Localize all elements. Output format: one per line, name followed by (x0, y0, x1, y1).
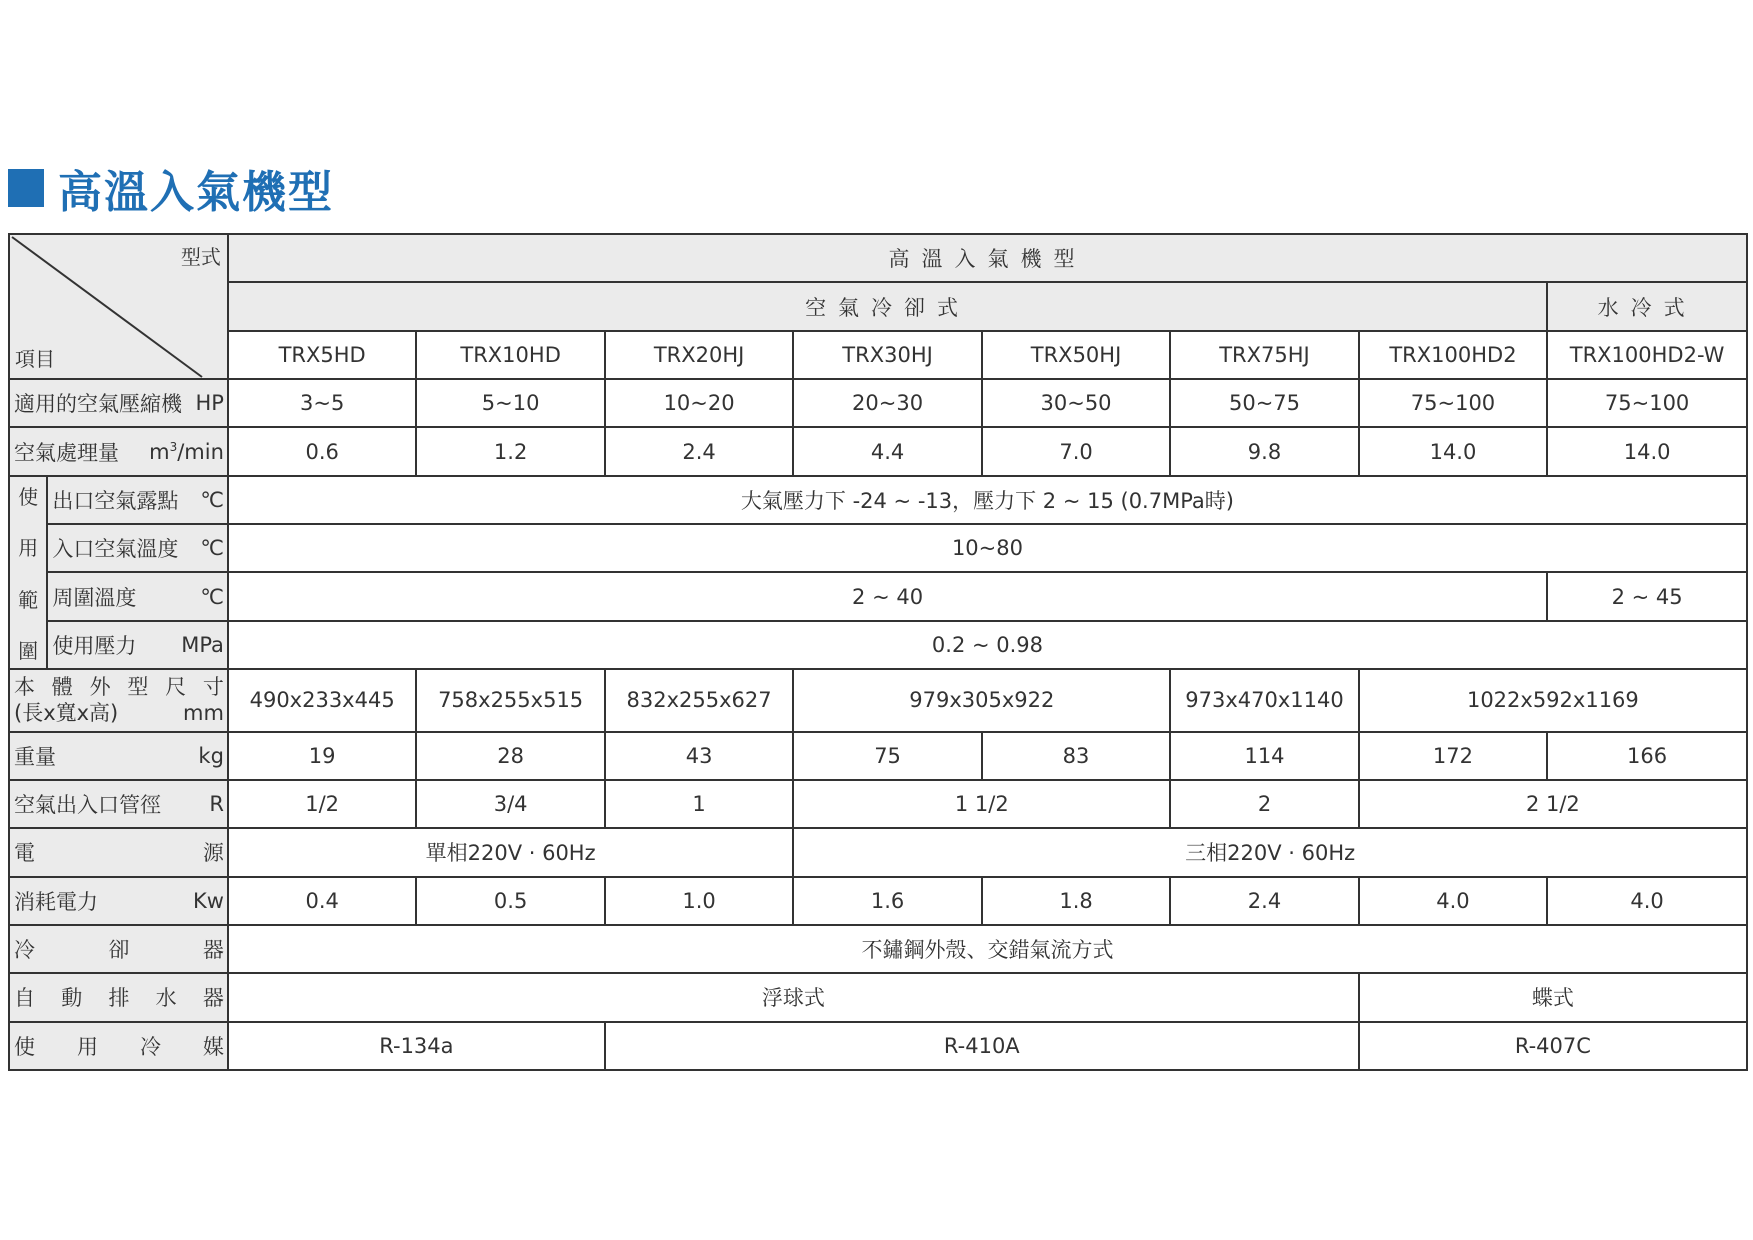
page-title-text: 高溫入氣機型 (58, 167, 334, 218)
flow-value: 9.8 (1170, 427, 1358, 475)
title-square-icon (8, 169, 44, 207)
model-row (9, 331, 1747, 379)
drain-butterfly-value: 蝶式 (1359, 973, 1747, 1021)
hp-value: 3~5 (228, 379, 416, 427)
consumption-value: 1.6 (793, 877, 981, 925)
type-label: 型式 (180, 245, 221, 269)
flow-value: 1.2 (416, 427, 604, 475)
weight-value: 43 (605, 732, 793, 780)
consumption-label-cell (9, 877, 228, 925)
refrigerant-char: 用 (76, 1034, 98, 1059)
item-label: 項目 (15, 347, 55, 372)
power-source-label-cell (9, 828, 228, 876)
hp-value: 50~75 (1170, 379, 1358, 427)
flow-label: 空氣處理量 (14, 440, 119, 465)
hp-value: 20~30 (793, 379, 981, 427)
power-three-phase: 三相220V · 60Hz (793, 828, 1747, 876)
ambient-value-water: 2 ~ 45 (1547, 572, 1747, 620)
drain-char: 動 (61, 986, 83, 1011)
spec-table (8, 233, 1748, 1071)
model-cell: TRX50HJ (982, 331, 1170, 379)
hp-row (9, 379, 1747, 427)
model-cell: TRX75HJ (1170, 331, 1358, 379)
flow-value: 14.0 (1547, 427, 1747, 475)
cooler-char: 器 (202, 938, 224, 963)
inlet-unit: ℃ (200, 536, 224, 561)
consumption-label: 消耗電力 (14, 889, 98, 914)
ambient-row (9, 572, 1747, 620)
consumption-unit: Kw (192, 888, 224, 913)
pipe-label-cell (9, 780, 228, 828)
drain-row (9, 973, 1747, 1021)
dew-value: 大氣壓力下 -24 ~ -13，壓力下 2 ~ 15 (0.7MPa時) (228, 476, 1747, 524)
consumption-value: 0.5 (416, 877, 604, 925)
usage-char: 圍 (18, 639, 39, 664)
water-cooled-header: 水冷式 (1547, 282, 1747, 330)
pipe-unit: R (209, 792, 224, 817)
weight-unit: kg (198, 743, 224, 768)
dims-char: 型 (127, 675, 149, 700)
hp-unit: HP (195, 391, 224, 416)
refrigerant-value: R-134a (228, 1022, 605, 1070)
dims-label-cell (9, 669, 228, 731)
refrigerant-label-cell (9, 1022, 228, 1070)
group-title-cell: 高溫入氣機型 (228, 234, 1747, 282)
cooler-label-cell (9, 925, 228, 973)
hp-label: 適用的空氣壓縮機 (14, 392, 182, 417)
hp-value: 5~10 (416, 379, 604, 427)
weight-value: 75 (793, 732, 981, 780)
flow-unit (149, 440, 224, 464)
ambient-label-cell (47, 572, 228, 620)
pipe-value: 1/2 (228, 780, 416, 828)
hp-label-cell (9, 379, 228, 427)
inlet-label: 入口空氣溫度 (52, 537, 179, 562)
dims-char: 體 (51, 675, 73, 700)
refrigerant-char: 使 (14, 1034, 35, 1059)
dims-char: 寸 (202, 675, 224, 700)
weight-value: 83 (982, 732, 1170, 780)
dims-row (9, 669, 1747, 731)
pipe-value: 2 (1170, 780, 1358, 828)
refrigerant-char: 媒 (202, 1034, 224, 1059)
power-source-char: 源 (202, 841, 224, 866)
consumption-value: 4.0 (1547, 877, 1747, 925)
pressure-label: 使用壓力 (52, 633, 137, 658)
consumption-value: 1.0 (605, 877, 793, 925)
refrigerant-row (9, 1022, 1747, 1070)
weight-value: 19 (228, 732, 416, 780)
flow-label-cell (9, 427, 228, 475)
pipe-value: 3/4 (416, 780, 604, 828)
cooler-row (9, 925, 1747, 973)
hp-value: 75~100 (1547, 379, 1747, 427)
pressure-row (9, 621, 1747, 669)
pressure-unit: MPa (181, 632, 224, 657)
air-cooled-header: 空氣冷卻式 (228, 282, 1547, 330)
dew-row (9, 476, 1747, 524)
usage-char: 使 (18, 484, 39, 509)
cooler-char: 冷 (14, 938, 35, 963)
consumption-value: 0.4 (228, 877, 416, 925)
dims-char: 尺 (165, 675, 187, 700)
refrigerant-value: R-410A (605, 1022, 1359, 1070)
hp-value: 10~20 (605, 379, 793, 427)
inlet-row (9, 524, 1747, 572)
dims-char: 外 (89, 675, 111, 700)
consumption-value: 1.8 (982, 877, 1170, 925)
dims-value: 832x255x627 (605, 669, 793, 731)
drain-char: 排 (108, 986, 130, 1011)
usage-range-label (9, 476, 47, 669)
dims-value: 1022x592x1169 (1359, 669, 1747, 731)
drain-float-value: 浮球式 (228, 973, 1359, 1021)
ambient-label: 周圍溫度 (52, 585, 137, 610)
drain-char: 水 (155, 986, 177, 1011)
refrigerant-char: 冷 (139, 1034, 161, 1059)
weight-row (9, 732, 1747, 780)
consumption-value: 4.0 (1359, 877, 1547, 925)
model-cell: TRX10HD (416, 331, 604, 379)
flow-value: 0.6 (228, 427, 416, 475)
dims-value: 490x233x445 (228, 669, 416, 731)
dew-label-cell (47, 476, 228, 524)
drain-char: 器 (202, 986, 224, 1011)
flow-value: 4.4 (793, 427, 981, 475)
model-cell: TRX20HJ (605, 331, 793, 379)
drain-label-cell (9, 973, 228, 1021)
flow-unit-base: m (149, 439, 170, 464)
consumption-value: 2.4 (1170, 877, 1358, 925)
refrigerant-value: R-407C (1359, 1022, 1747, 1070)
cooler-char: 卻 (108, 938, 130, 963)
ambient-unit: ℃ (200, 584, 224, 609)
header-row-group (9, 234, 1747, 282)
weight-label: 重量 (14, 744, 56, 769)
dims-label-bottom: (長x寬x高) (14, 701, 119, 726)
weight-value: 172 (1359, 732, 1547, 780)
diagonal-header-cell (9, 234, 228, 379)
dims-value: 758x255x515 (416, 669, 604, 731)
weight-value: 28 (416, 732, 604, 780)
drain-char: 自 (14, 986, 35, 1011)
flow-value: 7.0 (982, 427, 1170, 475)
power-source-char: 電 (14, 841, 35, 866)
power-source-row (9, 828, 1747, 876)
dew-unit: ℃ (200, 487, 224, 512)
dims-unit: mm (183, 701, 224, 726)
consumption-row (9, 877, 1747, 925)
weight-label-cell (9, 732, 228, 780)
inlet-value: 10~80 (228, 524, 1747, 572)
pressure-label-cell (47, 621, 228, 669)
flow-value: 14.0 (1359, 427, 1547, 475)
hp-value: 30~50 (982, 379, 1170, 427)
power-single-phase: 單相220V · 60Hz (228, 828, 793, 876)
dew-label: 出口空氣露點 (52, 488, 179, 513)
flow-unit-sup: 3 (169, 439, 178, 454)
inlet-label-cell (47, 524, 228, 572)
pressure-value: 0.2 ~ 0.98 (228, 621, 1747, 669)
pipe-value: 1 (605, 780, 793, 828)
pipe-label: 空氣出入口管徑 (14, 793, 161, 818)
cooler-value: 不鏽鋼外殼、交錯氣流方式 (228, 925, 1747, 973)
hp-value: 75~100 (1359, 379, 1547, 427)
model-cell: TRX5HD (228, 331, 416, 379)
usage-char: 範 (18, 587, 39, 612)
page-title (8, 158, 334, 218)
flow-row (9, 427, 1747, 475)
flow-value: 2.4 (605, 427, 793, 475)
dims-value: 973x470x1140 (1170, 669, 1358, 731)
pipe-value: 1 1/2 (793, 780, 1170, 828)
pipe-value: 2 1/2 (1359, 780, 1747, 828)
weight-value: 114 (1170, 732, 1358, 780)
header-row-cooling (9, 282, 1747, 330)
ambient-value-air: 2 ~ 40 (228, 572, 1547, 620)
dims-value: 979x305x922 (793, 669, 1170, 731)
usage-char: 用 (18, 536, 39, 561)
dims-char: 本 (14, 675, 35, 700)
model-cell: TRX100HD2-W (1547, 331, 1747, 379)
pipe-row (9, 780, 1747, 828)
model-cell: TRX100HD2 (1359, 331, 1547, 379)
weight-value: 166 (1547, 732, 1747, 780)
model-cell: TRX30HJ (793, 331, 981, 379)
flow-unit-tail: /min (177, 439, 224, 464)
